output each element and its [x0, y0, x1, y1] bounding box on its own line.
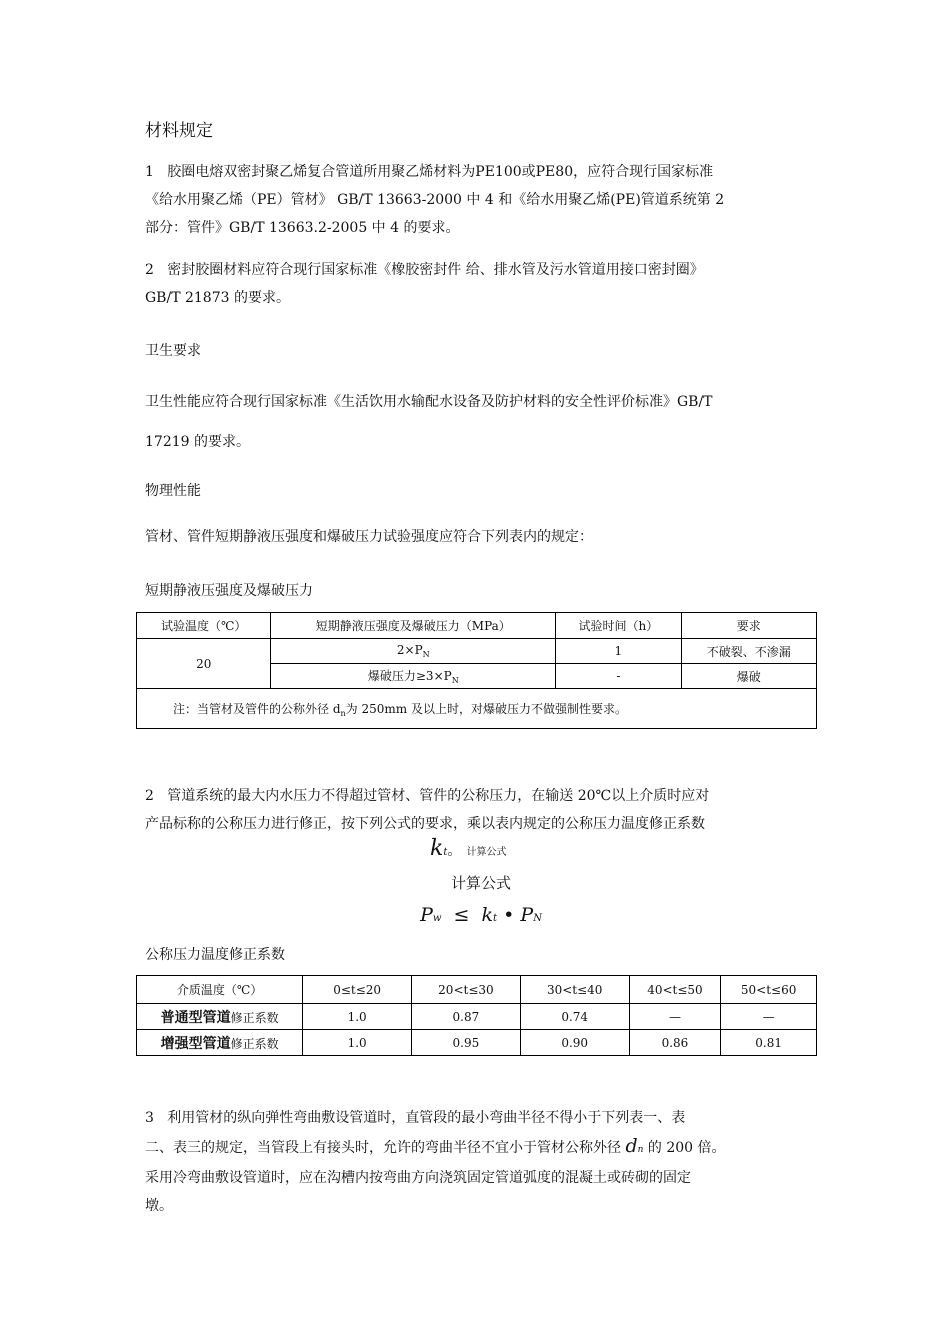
row-label: 增强型管道修正系数 [137, 1030, 303, 1056]
table-cell: 1.0 [303, 1004, 412, 1030]
paragraph-physical-intro [145, 523, 817, 551]
table-cell-temp: 20 [137, 639, 271, 689]
item-number: 2 [145, 262, 154, 278]
text-line: GB/T 21873 的要求。 [145, 290, 290, 306]
table-header: 要求 [681, 613, 816, 639]
text-line: 卫生性能应符合现行国家标准《生活饮用水输配水设备及防护材料的安全性评价标准》GB/T [145, 394, 713, 410]
item-number: 1 [145, 164, 154, 180]
kt-caption: 计算公式 [466, 847, 507, 858]
table-cell: 1.0 [303, 1030, 412, 1056]
text-line: 17219 的要求。 [145, 434, 250, 450]
heading-physical: 物理性能 [145, 483, 201, 499]
table-header: 30<t≤40 [520, 976, 629, 1004]
heading-material: 材料规定 [145, 121, 213, 141]
table-row [137, 1030, 817, 1056]
table-header: 试验温度（℃） [137, 613, 271, 639]
table-header: 短期静液压强度及爆破压力（MPa） [271, 613, 556, 639]
table-cell-time: 1 [556, 639, 681, 664]
table-cell-req: 不破裂、不渗漏 [681, 639, 816, 664]
text-line: 管材、管件短期静液压强度和爆破压力试验强度应符合下列表内的规定： [145, 529, 593, 545]
table-header: 40<t≤50 [629, 976, 721, 1004]
text-line: 二、表三的规定，当管段上有接头时，允许的弯曲半径不宜小于管材公称外径 dn 的 200 倍。 [145, 1135, 726, 1157]
text-line: 墩。 [145, 1198, 173, 1214]
text-line: 胶圈电熔双密封聚乙烯复合管道所用聚乙烯材料为PE100或PE80，应符合现行国家标准 [167, 164, 714, 180]
item-number: 2 [145, 788, 154, 804]
table-cell: 0.81 [721, 1030, 817, 1056]
formula: Pw ≤ kt • PN [420, 904, 542, 926]
paragraph-bending [145, 1104, 817, 1220]
text-line: 《给水用聚乙烯（PE）管材》 GB/T 13663-2000 中 4 和《给水用聚乙烯(PE)管道系统第 2 [145, 192, 725, 208]
table-cell: 0.87 [412, 1004, 521, 1030]
table-cell: — [629, 1004, 721, 1030]
table-cell: 0.86 [629, 1030, 721, 1056]
text-line: 部分：管件》GB/T 13663.2-2005 中 4 的要求。 [145, 220, 460, 236]
table1-title: 短期静液压强度及爆破压力 [145, 583, 313, 599]
text-line: 管道系统的最大内水压力不得超过管材、管件的公称压力，在输送 20℃以上介质时应对 [167, 788, 710, 804]
table-header: 20<t≤30 [412, 976, 521, 1004]
table-cell: 0.90 [520, 1030, 629, 1056]
table-header: 试验时间（h） [556, 613, 681, 639]
table-cell: 0.74 [520, 1004, 629, 1030]
table-cell-time: - [556, 664, 681, 689]
table-header: 0≤t≤20 [303, 976, 412, 1004]
paragraph-material-1 [145, 158, 817, 242]
table-header: 50<t≤60 [721, 976, 817, 1004]
table-cell: 0.95 [412, 1030, 521, 1056]
table-cell-req: 爆破 [681, 664, 816, 689]
text-line: 利用管材的纵向弹性弯曲敷设管道时，直管段的最小弯曲半径不得小于下列表一、表 [167, 1110, 686, 1126]
heading-hygiene: 卫生要求 [145, 343, 201, 359]
table-cell-pressure: 爆破压力$\ge 3\times P_N$ [271, 664, 556, 689]
text-line: 密封胶圈材料应符合现行国家标准《橡胶密封件 给、排水管及污水管道用接口密封圈》 [167, 262, 704, 278]
paragraph-hygiene [145, 382, 817, 462]
row-label: 普通型管道修正系数 [137, 1004, 303, 1030]
pressure-table [136, 612, 817, 729]
table-header: 介质温度（℃） [137, 976, 303, 1004]
formula-caption: 计算公式 [450, 874, 511, 892]
paragraph-material-2 [145, 256, 817, 312]
table-row [137, 1004, 817, 1030]
table-cell-pressure: $2\times P_N$ [271, 639, 556, 664]
correction-table [136, 975, 817, 1056]
kt-symbol: kt。 计算公式 [430, 836, 507, 861]
table-cell: — [721, 1004, 817, 1030]
paragraph-pressure-correction [145, 782, 817, 838]
text-line: 产品标称的公称压力进行修正，按下列公式的要求，乘以表内规定的公称压力温度修正系数 [145, 816, 705, 832]
table2-title: 公称压力温度修正系数 [145, 947, 285, 963]
text-line: 采用冷弯曲敷设管道时，应在沟槽内按弯曲方向浇筑固定管道弧度的混凝土或砖砌的固定 [145, 1170, 691, 1186]
table-note: 注：当管材及管件的公称外径 $d_n$为 250mm 及以上时，对爆破压力不做强制性要求。 [137, 689, 817, 729]
item-number: 3 [145, 1110, 154, 1126]
